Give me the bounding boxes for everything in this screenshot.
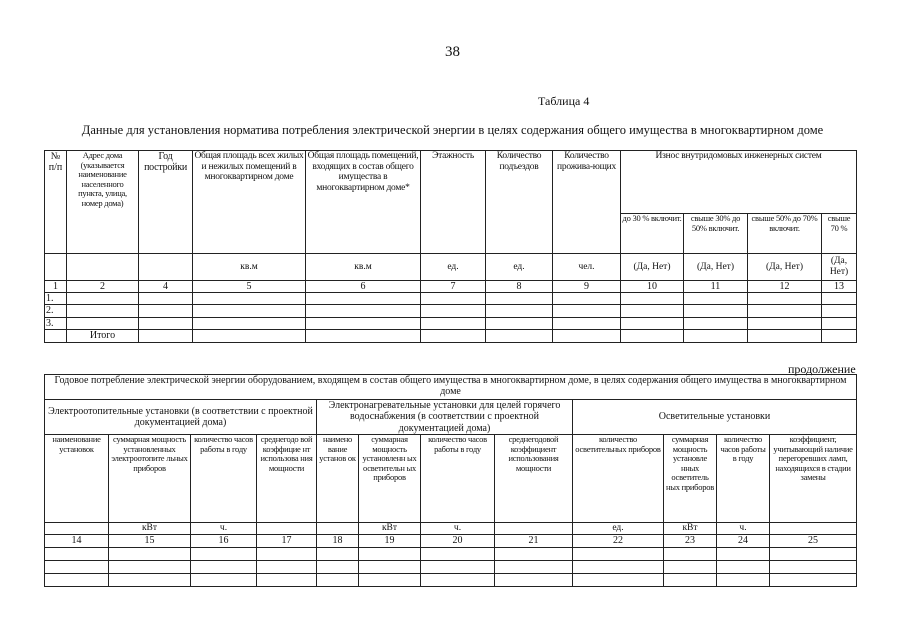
data-table-main xyxy=(44,150,857,343)
table-row xyxy=(45,293,857,305)
unit-cell: ч. xyxy=(421,523,495,535)
header-floors: Этажность xyxy=(421,151,486,254)
table-row xyxy=(45,573,857,586)
subheader-cell: количество часов работы в году xyxy=(421,435,495,523)
column-number: 17 xyxy=(257,534,317,547)
unit-cell: кв.м xyxy=(306,254,421,281)
subheader-cell: количество часов работы в году xyxy=(191,435,257,523)
column-number: 7 xyxy=(421,281,486,293)
subheader-cell: суммарная мощность установле нных осветитель ных приборов xyxy=(664,435,717,523)
unit-cell xyxy=(317,523,359,535)
table-row xyxy=(45,560,857,573)
subheader-cell: суммарная мощность установленных электроотопите льных приборов xyxy=(109,435,191,523)
unit-cell: (Да, Нет) xyxy=(684,254,748,281)
header-wear-sub: до 30 % включит. xyxy=(621,214,684,254)
column-number: 15 xyxy=(109,534,191,547)
unit-cell: (Да, Нет) xyxy=(621,254,684,281)
subheader-cell: количество осветительных приборов xyxy=(573,435,664,523)
subheader-cell: количество часов работы в году xyxy=(717,435,770,523)
column-number: 1 xyxy=(45,281,67,293)
unit-cell: кВт xyxy=(109,523,191,535)
subheader-cell: наименование установок xyxy=(45,435,109,523)
header-wear: Износ внутридомовых инженерных систем xyxy=(621,151,857,214)
column-number: 25 xyxy=(770,534,857,547)
subheader-cell: суммарная мощность установленн ых осветительн ых приборов xyxy=(359,435,421,523)
unit-cell: (Да, Нет) xyxy=(822,254,857,281)
header-common-area: Общая площадь помещений, входящих в состав общего имущества в многоквартирном доме* xyxy=(306,151,421,254)
unit-cell xyxy=(67,254,139,281)
column-number: 9 xyxy=(553,281,621,293)
column-number: 6 xyxy=(306,281,421,293)
table-row xyxy=(45,547,857,560)
column-number: 18 xyxy=(317,534,359,547)
unit-cell xyxy=(257,523,317,535)
column-number: 8 xyxy=(486,281,553,293)
header-residents: Количество прожива-ющих xyxy=(553,151,621,254)
column-number: 20 xyxy=(421,534,495,547)
header-lighting-installations: Осветительные установки xyxy=(573,400,857,435)
header-wear-sub: свыше 70 % xyxy=(822,214,857,254)
header-wear-sub: свыше 50% до 70% включит. xyxy=(748,214,822,254)
subheader-cell: коэффициент, учитывающий наличие перегоревших ламп, находящихся в стадии замены xyxy=(770,435,857,523)
unit-cell: (Да, Нет) xyxy=(748,254,822,281)
column-number: 11 xyxy=(684,281,748,293)
header-heating-installations: Электроотопительные установки (в соответствии с проектной документацией дома) xyxy=(45,400,317,435)
header-no: № п/п xyxy=(45,151,67,254)
page-number: 38 xyxy=(445,44,460,60)
table-label: Таблица 4 xyxy=(538,94,590,108)
unit-cell xyxy=(139,254,193,281)
column-number: 23 xyxy=(664,534,717,547)
subheader-cell: среднегодо вой коэффицие нт использова ния мощности xyxy=(257,435,317,523)
header-annual-consumption: Годовое потребление электрической энергии оборудованием, входящем в состав общего имущества в многоквартирном доме, в целях содержания общего имущества в многоквартирном доме xyxy=(45,375,857,400)
header-year: Год постройки xyxy=(139,151,193,254)
unit-cell: чел. xyxy=(553,254,621,281)
unit-cell: ед. xyxy=(421,254,486,281)
unit-cell: ед. xyxy=(486,254,553,281)
data-table-continuation xyxy=(44,374,857,587)
unit-cell: ед. xyxy=(573,523,664,535)
document-title: Данные для установления норматива потребления электрической энергии в целях содержания общего имущества в многоквартирном доме xyxy=(81,123,824,137)
continuation-label: продолжение xyxy=(788,362,856,376)
column-number: 13 xyxy=(822,281,857,293)
row-number: 2. xyxy=(45,305,67,317)
column-number: 22 xyxy=(573,534,664,547)
row-number: 1. xyxy=(45,293,67,305)
unit-cell: кВт xyxy=(664,523,717,535)
column-number: 12 xyxy=(748,281,822,293)
unit-cell xyxy=(495,523,573,535)
header-total-area: Общая площадь всех жилых и нежилых помещений в многоквартирном доме xyxy=(193,151,306,254)
column-number: 2 xyxy=(67,281,139,293)
header-water-heating-installations: Электронагревательные установки для целей горячего водоснабжения (в соответствии с проектной документацией дома) xyxy=(317,400,573,435)
column-number: 5 xyxy=(193,281,306,293)
row-number: 3. xyxy=(45,317,67,329)
table-row xyxy=(45,317,857,329)
table-row-total xyxy=(45,329,857,342)
column-number: 16 xyxy=(191,534,257,547)
header-wear-sub: свыше 30% до 50% включит. xyxy=(684,214,748,254)
unit-cell: ч. xyxy=(717,523,770,535)
total-label: Итого xyxy=(67,329,139,342)
column-number: 19 xyxy=(359,534,421,547)
unit-cell: кв.м xyxy=(193,254,306,281)
unit-cell: кВт xyxy=(359,523,421,535)
column-number: 4 xyxy=(139,281,193,293)
column-number: 14 xyxy=(45,534,109,547)
table-row xyxy=(45,305,857,317)
unit-cell xyxy=(45,254,67,281)
subheader-cell: среднегодовой коэффициент использования мощности xyxy=(495,435,573,523)
unit-cell xyxy=(45,523,109,535)
column-number: 21 xyxy=(495,534,573,547)
subheader-cell: наимено вание установ ок xyxy=(317,435,359,523)
unit-cell: ч. xyxy=(191,523,257,535)
unit-cell xyxy=(770,523,857,535)
column-number: 10 xyxy=(621,281,684,293)
header-entrances: Количество подъездов xyxy=(486,151,553,254)
header-address: Адрес дома (указывается наименование населенного пункта, улица, номер дома) xyxy=(67,151,139,254)
column-number: 24 xyxy=(717,534,770,547)
